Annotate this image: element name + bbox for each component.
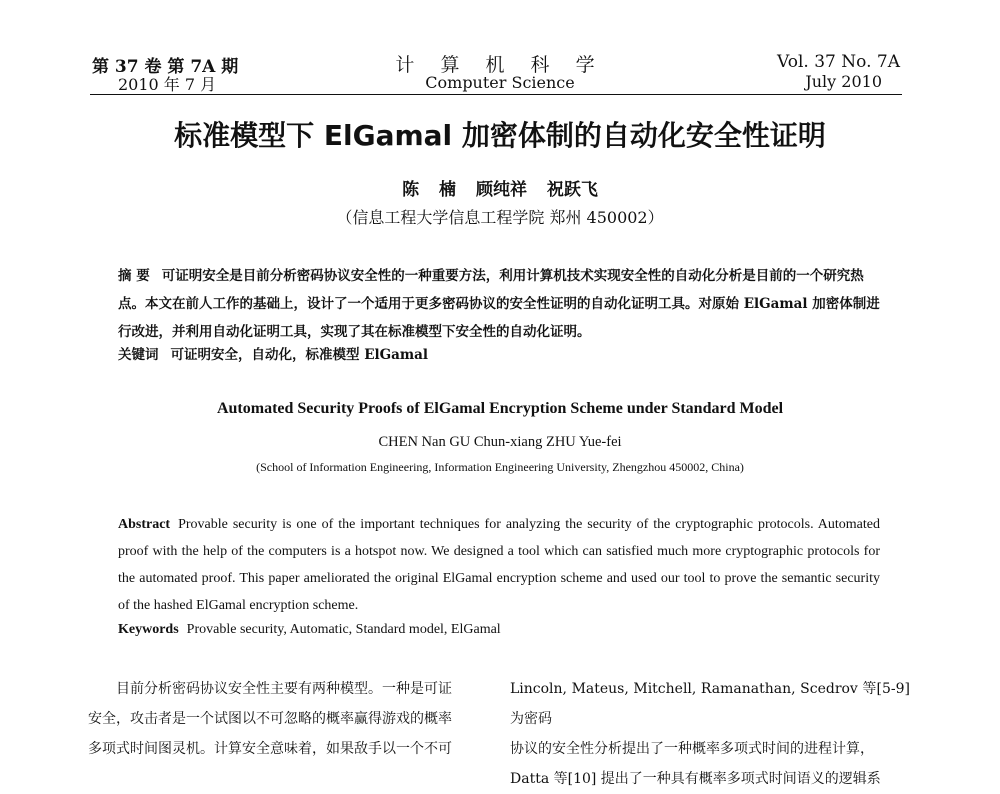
keywords-zh-text: 可证明安全，自动化，标准模型 ElGamal bbox=[170, 347, 429, 363]
abstract-zh bbox=[118, 262, 888, 346]
journal-date-zh: 2010 年 7 月 bbox=[118, 75, 217, 94]
abstract-zh-text: 可证明安全是目前分析密码协议安全性的一种重要方法，利用计算机技术实现安全性的自动化分析是目前的一个研究热点。本文在前人工作的基础上，设计了一个适用于更多密码协议的安全性证明的自动化证明工具。对原始 ElGamal 加密体制进行改进，并利用自动化证明工具，实现了其在标准模型下安全性的自动化证明。 bbox=[118, 268, 880, 340]
body-line: 目前分析密码协议安全性主要有两种模型。一种是可证 bbox=[116, 681, 452, 697]
body-line: Lincoln, Mateus, Mitchell, Ramanathan, Scedrov 等[5-9] 为密码 bbox=[510, 681, 910, 727]
authors-en: CHEN Nan GU Chun-xiang ZHU Yue-fei bbox=[378, 434, 622, 450]
abstract-en-text: Provable security is one of the important techniques for analyzing the security of the cryptographic protocols. Automated proof with the help of the computers is a hotspot now. We designed a tool which can satisfied much more cryptographic protocols for the automated proof. This paper ameliorated the original ElGamal encryption scheme and used our tool to prove the semantic security of the hashed ElGamal encryption scheme. bbox=[118, 517, 880, 613]
body-line: 协议的安全性分析提出了一种概率多项式时间的进程计算， bbox=[510, 741, 874, 757]
keywords-en bbox=[118, 620, 501, 640]
keywords-en-label: Keywords bbox=[118, 622, 179, 637]
body-line: Datta 等[10] 提出了一种具有概率多项式时间语义的逻辑系 bbox=[510, 771, 881, 787]
journal-volume-issue: 第 37 卷 第 7A 期 bbox=[92, 57, 239, 77]
journal-name-en: Computer Science bbox=[425, 73, 575, 92]
keywords-en-text: Provable security, Automatic, Standard model, ElGamal bbox=[186, 622, 501, 637]
keywords-zh bbox=[118, 345, 428, 365]
journal-date-en: July 2010 bbox=[805, 72, 882, 91]
paper-title-en: Automated Security Proofs of ElGamal Encryption Scheme under Standard Model bbox=[216, 400, 784, 417]
paper-title-zh: 标准模型下 ElGamal 加密体制的自动化安全性证明 bbox=[174, 119, 826, 152]
authors-zh: 陈 楠 顾纯祥 祝跃飞 bbox=[402, 180, 598, 200]
journal-name-zh: 计 算 机 科 学 bbox=[395, 54, 605, 76]
journal-volume-en: Vol. 37 No. 7A bbox=[777, 52, 900, 72]
abstract-en-label: Abstract bbox=[118, 517, 171, 532]
body-column-left bbox=[88, 674, 488, 764]
body-line: 安全，攻击者是一个试图以不可忽略的概率赢得游戏的概率 bbox=[88, 711, 452, 727]
body-line: 多项式时间图灵机。计算安全意味着，如果敌手以一个不可 bbox=[88, 741, 452, 757]
body-column-right bbox=[510, 674, 910, 794]
affiliation-en: (School of Information Engineering, Information Engineering University, Zhengzhou 450002, China) bbox=[256, 460, 744, 474]
header-rule bbox=[90, 94, 902, 95]
abstract-zh-label: 摘 要 bbox=[118, 268, 150, 284]
abstract-en bbox=[118, 511, 880, 619]
keywords-zh-label: 关键词 bbox=[118, 347, 159, 363]
affiliation-zh: （信息工程大学信息工程学院 郑州 450002） bbox=[336, 208, 664, 227]
